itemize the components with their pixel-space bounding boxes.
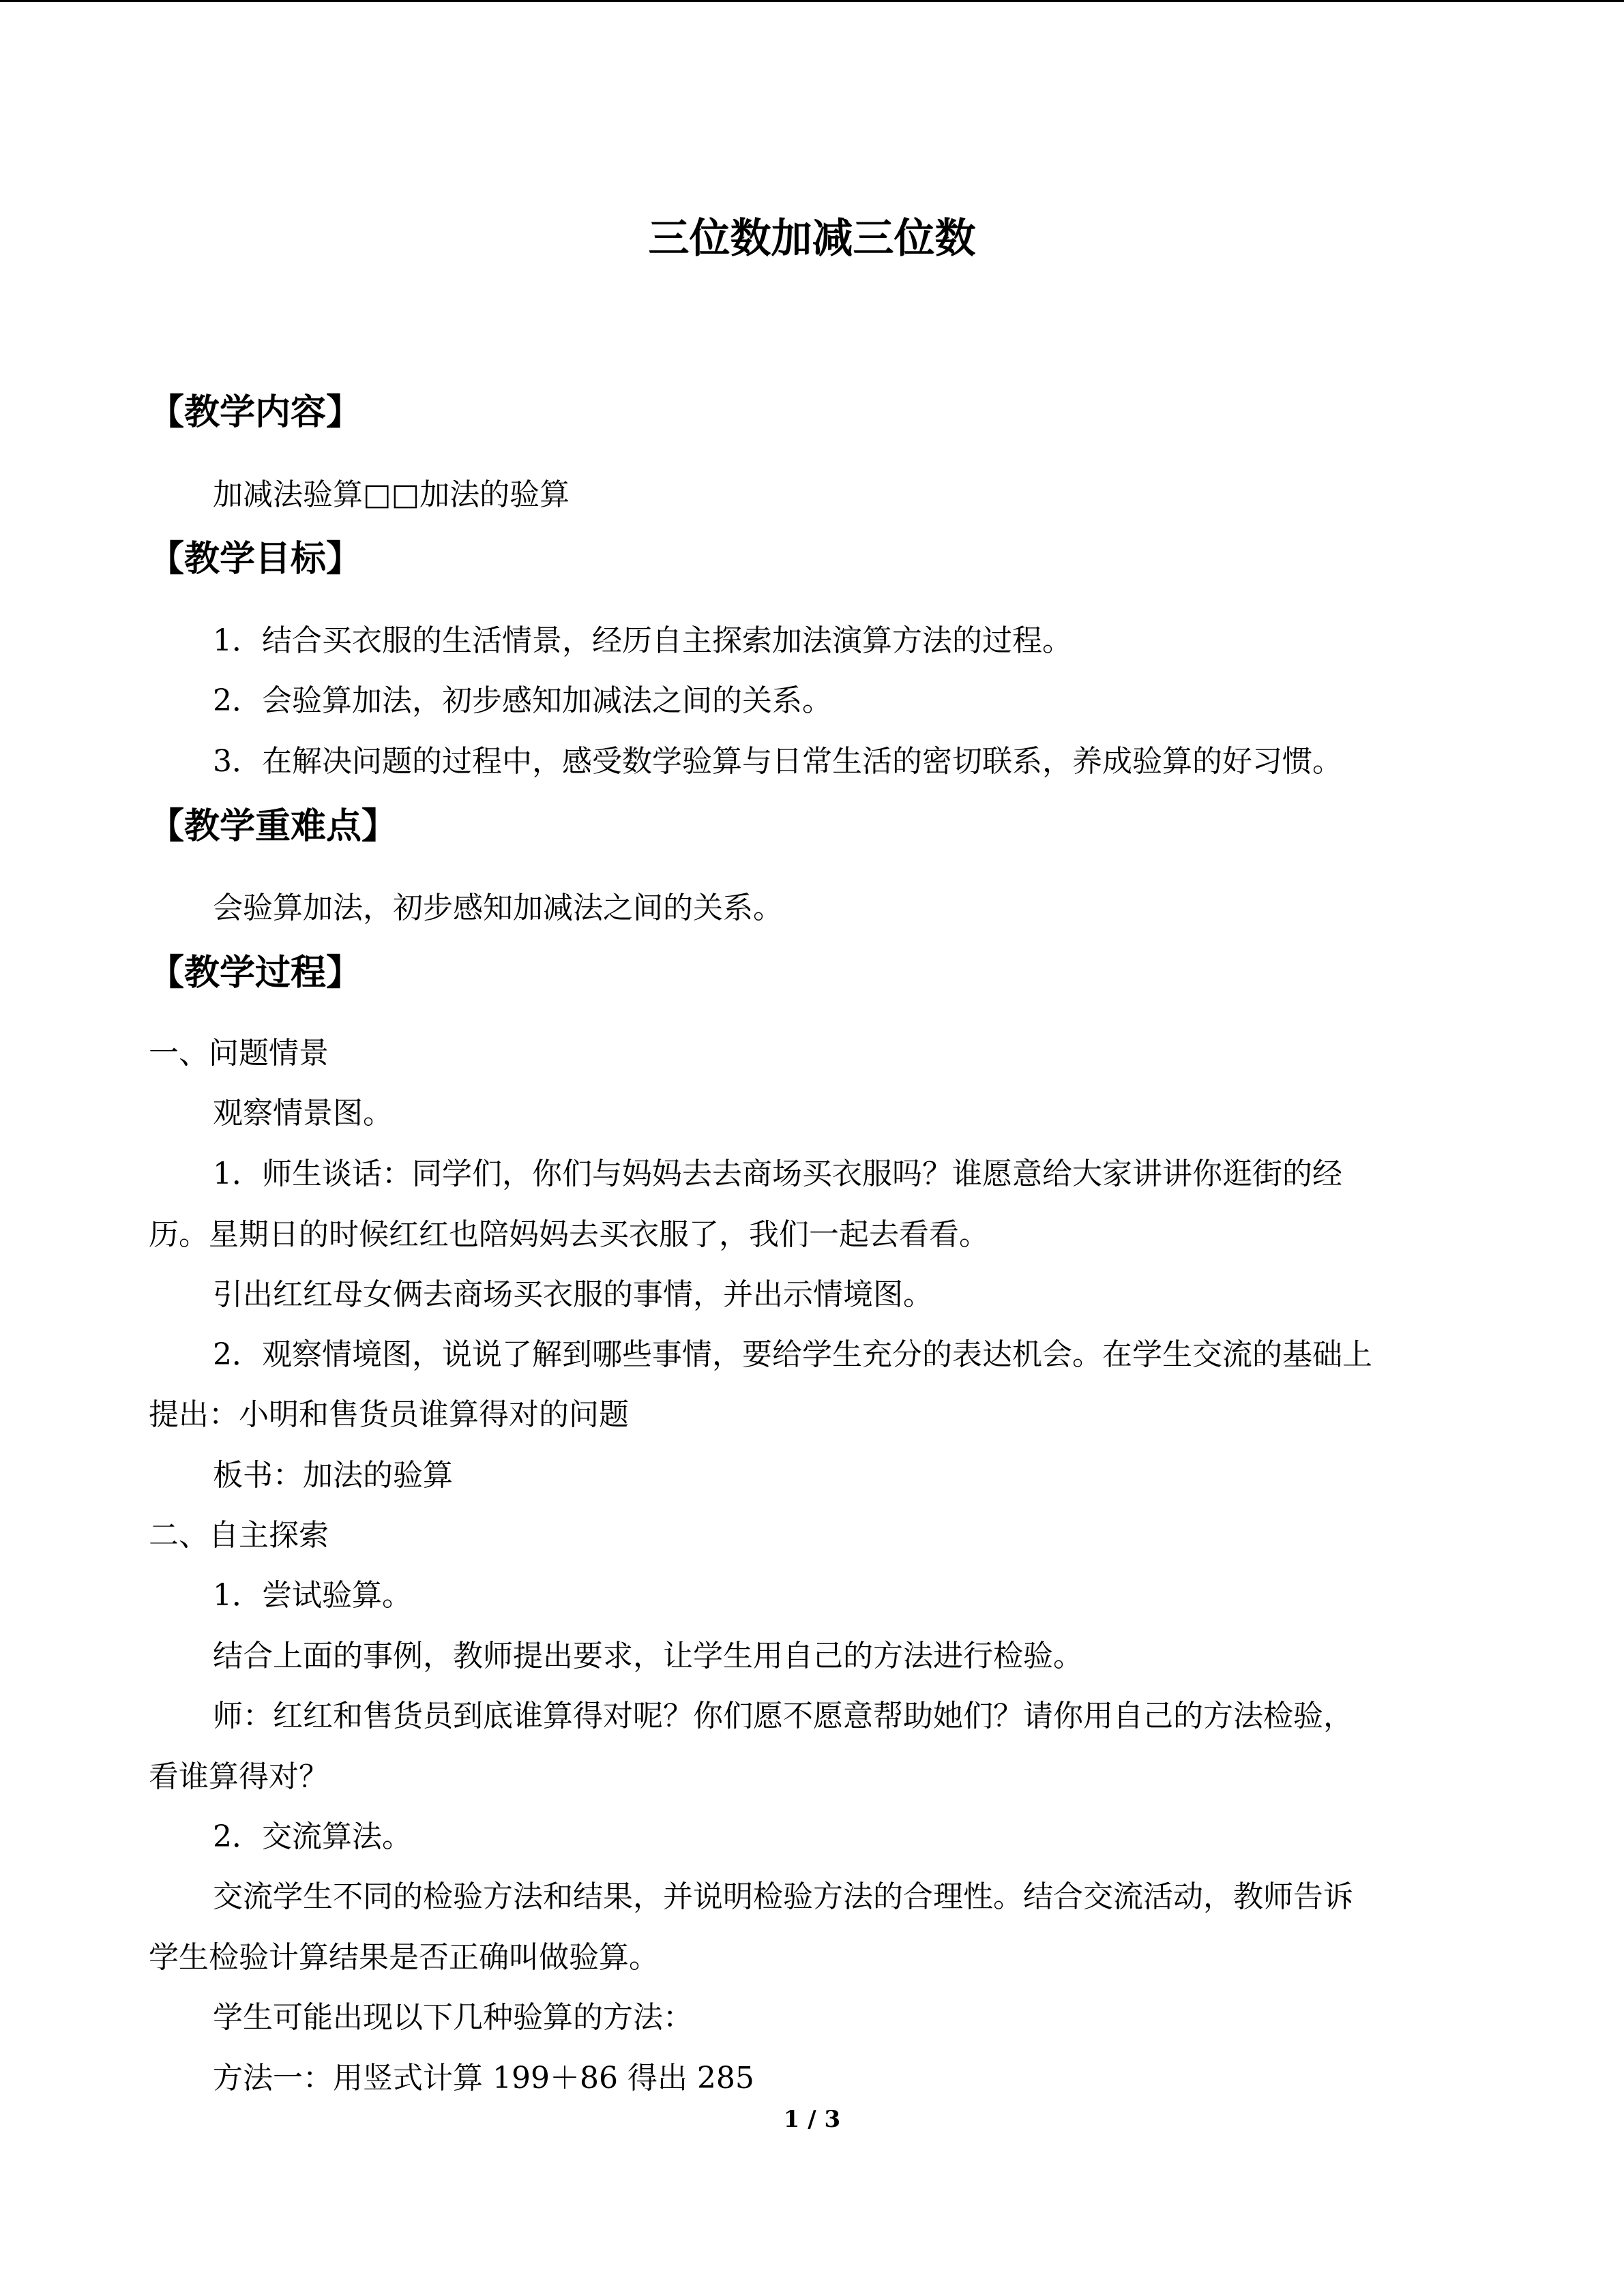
process-text: 观察情景图。 bbox=[213, 1096, 393, 1131]
process-part2-title: 二、自主探索 bbox=[149, 1518, 329, 1553]
process-part1-title: 一、问题情景 bbox=[149, 1036, 329, 1071]
process-text: 1．尝试验算。 bbox=[213, 1578, 412, 1613]
goal-item: 3．在解决问题的过程中，感受数学验算与日常生活的密切联系，养成验算的好习惯。 bbox=[213, 744, 1342, 779]
process-text: 交流学生不同的检验方法和结果，并说明检验方法的合理性。结合交流活动，教师告诉 bbox=[213, 1879, 1353, 1914]
top-border bbox=[0, 0, 1624, 2]
process-text: 看谁算得对？ bbox=[149, 1759, 329, 1794]
process-text: 方法一：用竖式计算 199＋86 得出 285 bbox=[213, 2061, 754, 2096]
heading-content: 【教学内容】 bbox=[149, 392, 362, 433]
heading-key-points: 【教学重难点】 bbox=[149, 806, 398, 847]
heading-process: 【教学过程】 bbox=[149, 953, 362, 994]
heading-goals: 【教学目标】 bbox=[149, 539, 362, 580]
process-text: 学生检验计算结果是否正确叫做验算。 bbox=[149, 1940, 659, 1975]
key-points-text: 会验算加法，初步感知加减法之间的关系。 bbox=[213, 891, 783, 925]
process-text: 学生可能出现以下几种验算的方法： bbox=[213, 2000, 693, 2035]
process-text: 师：红红和售货员到底谁算得对呢？你们愿不愿意帮助她们？请你用自己的方法检验， bbox=[213, 1699, 1353, 1733]
process-text: 结合上面的事例，教师提出要求，让学生用自己的方法进行检验。 bbox=[213, 1639, 1083, 1673]
process-text: 1．师生谈话：同学们，你们与妈妈去去商场买衣服吗？谁愿意给大家讲讲你逛街的经 bbox=[213, 1157, 1342, 1191]
page-title: 三位数加减三位数 bbox=[648, 215, 976, 263]
process-text: 2．交流算法。 bbox=[213, 1819, 412, 1854]
process-text: 历。星期日的时候红红也陪妈妈去买衣服了，我们一起去看看。 bbox=[149, 1217, 989, 1252]
content-text: 加减法验算□□加法的验算 bbox=[213, 477, 570, 512]
process-text: 板书：加法的验算 bbox=[213, 1458, 453, 1493]
goal-item: 1．结合买衣服的生活情景，经历自主探索加法演算方法的过程。 bbox=[213, 623, 1072, 658]
goal-item: 2．会验算加法，初步感知加减法之间的关系。 bbox=[213, 683, 832, 718]
process-text: 提出：小明和售货员谁算得对的问题 bbox=[149, 1397, 629, 1432]
process-text: 2．观察情境图，说说了解到哪些事情，要给学生充分的表达机会。在学生交流的基础上 bbox=[213, 1337, 1372, 1372]
process-text: 引出红红母女俩去商场买衣服的事情，并出示情境图。 bbox=[213, 1277, 933, 1312]
page-number: 1 / 3 bbox=[783, 2106, 841, 2133]
